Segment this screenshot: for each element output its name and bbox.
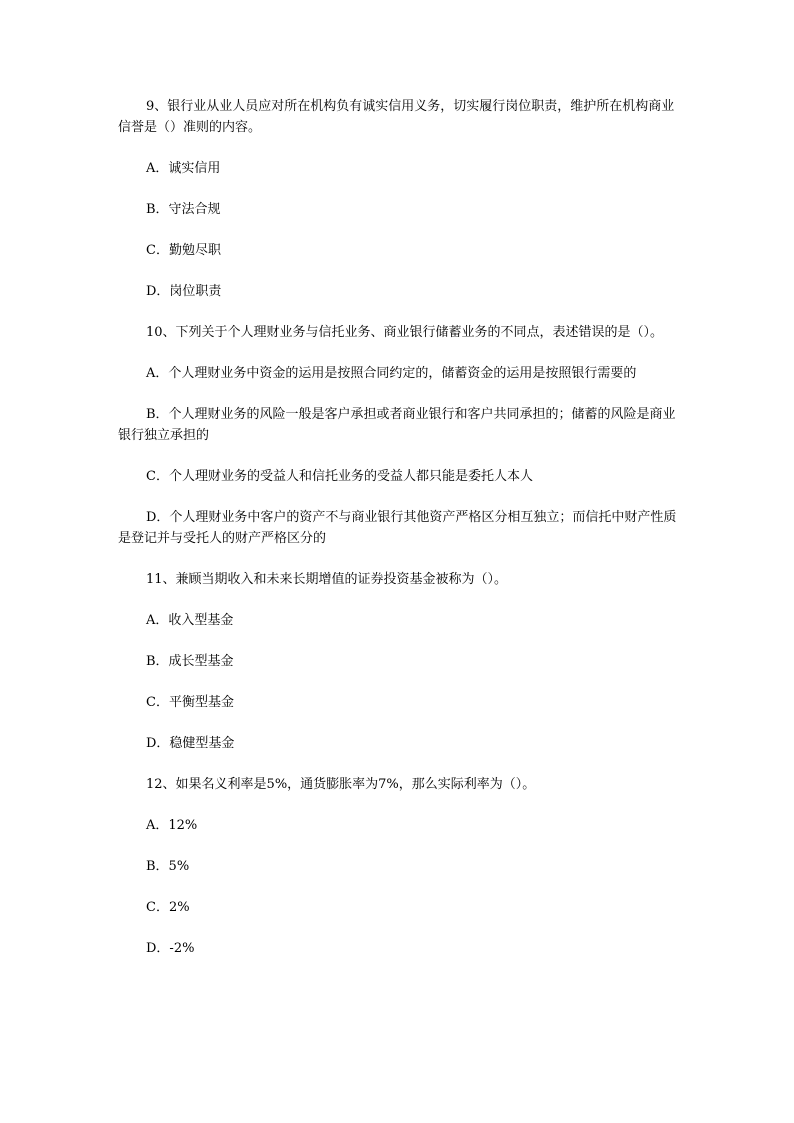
question-12-option-b: B．5% bbox=[146, 859, 190, 874]
question-9-option-d: D．岗位职责 bbox=[146, 284, 222, 299]
question-12-option-c: C．2% bbox=[146, 900, 190, 915]
question-10-option-b: B．个人理财业务的风险一般是客户承担或者商业银行和客户共同承担的；储蓄的风险是商业银行独立承担的 bbox=[118, 407, 676, 443]
question-11-option-b: B．成长型基金 bbox=[146, 654, 234, 669]
question-12-option-a: A．12% bbox=[146, 818, 198, 833]
question-11-option-a: A．收入型基金 bbox=[146, 613, 234, 628]
question-9-option-b: B．守法合规 bbox=[146, 202, 221, 217]
question-10-option-d: D．个人理财业务中客户的资产不与商业银行其他资产严格区分相互独立；而信托中财产性质是登记并与受托人的财产严格区分的 bbox=[118, 510, 677, 546]
question-11-option-d: D．稳健型基金 bbox=[146, 736, 235, 751]
question-9-stem: 9、银行业从业人员应对所在机构负有诚实信用义务，切实履行岗位职责，维护所在机构商业信誉是（）准则的内容。 bbox=[118, 99, 675, 135]
question-10-option-a: A．个人理财业务中资金的运用是按照合同约定的，储蓄资金的运用是按照银行需要的 bbox=[146, 366, 637, 381]
question-11-option-c: C．平衡型基金 bbox=[146, 695, 234, 710]
question-10-option-c: C．个人理财业务的受益人和信托业务的受益人都只能是委托人本人 bbox=[146, 469, 533, 484]
question-11-stem: 11、兼顾当期收入和未来长期增值的证券投资基金被称为（）。 bbox=[146, 572, 508, 587]
question-10-stem: 10、下列关于个人理财业务与信托业务、商业银行储蓄业务的不同点，表述错误的是（）。 bbox=[146, 325, 664, 340]
question-12-option-d: D．-2% bbox=[146, 941, 195, 956]
question-12-stem: 12、如果名义利率是5%，通货膨胀率为7%，那么实际利率为（）。 bbox=[146, 777, 536, 792]
question-9-option-a: A．诚实信用 bbox=[146, 161, 221, 176]
question-9-option-c: C．勤勉尽职 bbox=[146, 243, 221, 258]
document-body bbox=[118, 96, 678, 959]
